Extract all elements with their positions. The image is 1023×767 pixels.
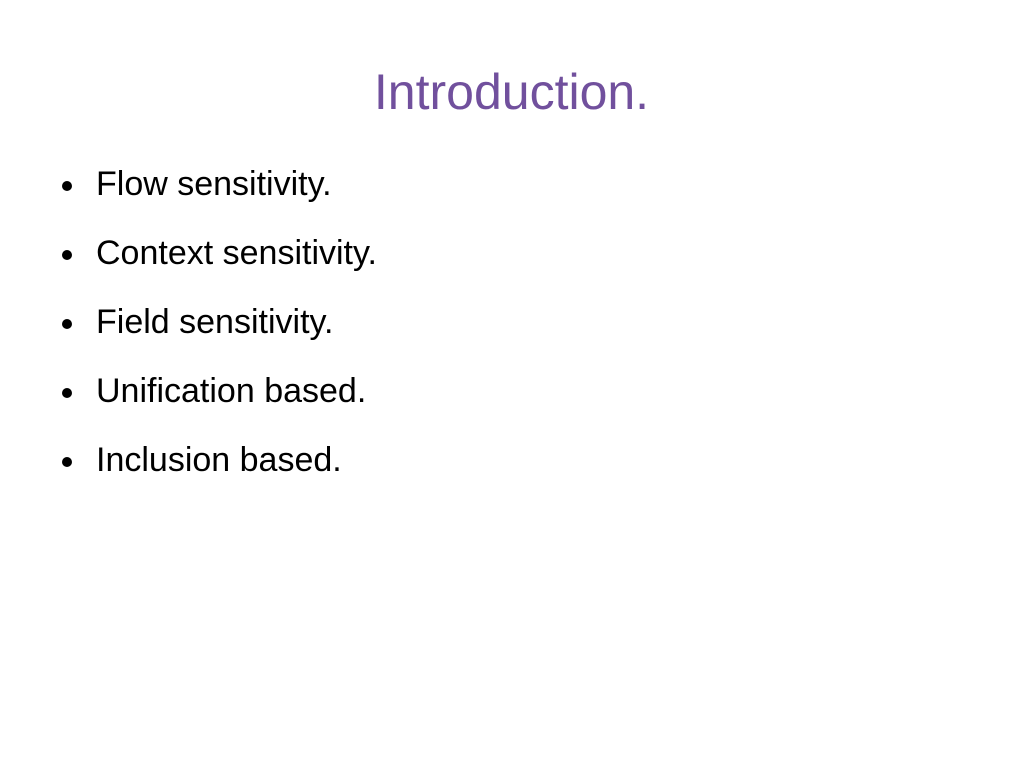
bullet-item [60, 369, 377, 438]
bullet-item [60, 231, 377, 300]
bullet-text: Inclusion based. [96, 441, 342, 479]
bullet-text: Field sensitivity. [96, 303, 334, 341]
bullet-text: Context sensitivity. [96, 234, 377, 272]
bullet-text: Unification based. [96, 372, 367, 410]
bullet-text: Flow sensitivity. [96, 165, 332, 203]
bullet-dot-icon [62, 457, 72, 467]
bullet-dot-icon [62, 319, 72, 329]
bullet-dot-icon [62, 250, 72, 260]
bullet-list [60, 162, 377, 507]
bullet-item [60, 438, 377, 507]
bullet-dot-icon [62, 388, 72, 398]
slide-title: Introduction. [373, 64, 650, 120]
bullet-dot-icon [62, 181, 72, 191]
bullet-item [60, 300, 377, 369]
bullet-item [60, 162, 377, 231]
